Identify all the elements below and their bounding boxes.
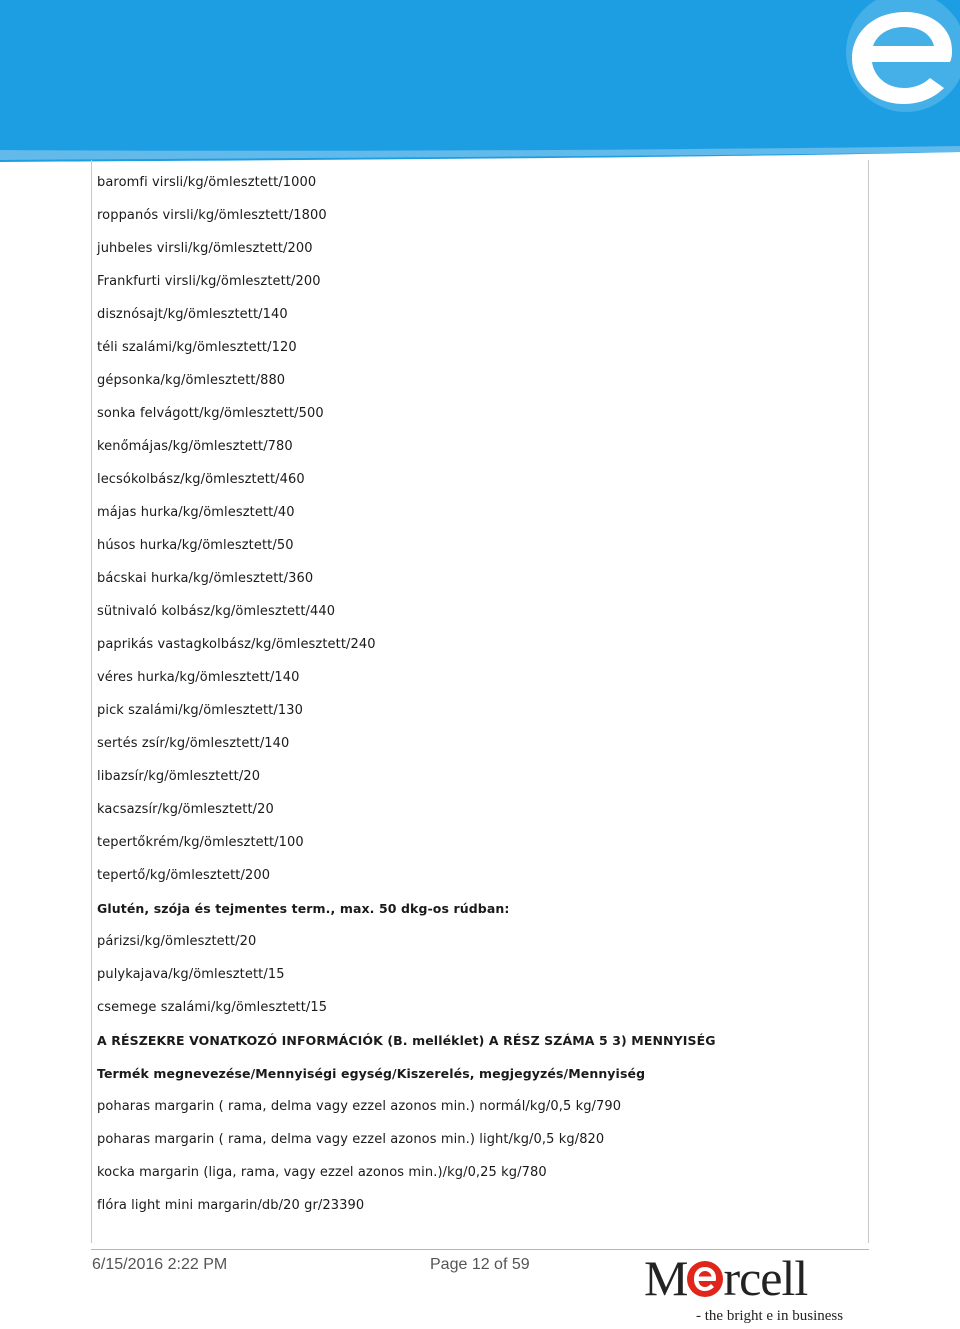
footer-date: 6/15/2016 2:22 PM [92,1256,228,1273]
page-number: Page 12 of 59 [430,1256,530,1273]
list-item: téli szalámi/kg/ömlesztett/120 [97,340,297,355]
list-item: libazsír/kg/ömlesztett/20 [97,769,261,784]
logo-tagline: - the bright e in business [696,1308,844,1324]
list-item: Frankfurti virsli/kg/ömlesztett/200 [97,274,321,289]
logo-e-icon [687,1259,723,1299]
list-item: poharas margarin ( rama, delma vagy ezzel azonos min.) normál/kg/0,5 kg/790 [97,1099,622,1114]
list-item: tepertő/kg/ömlesztett/200 [97,868,271,883]
list-item: flóra light mini margarin/db/20 gr/23390 [97,1198,365,1213]
list-item: sütnivaló kolbász/kg/ömlesztett/440 [97,604,336,619]
list-item: húsos hurka/kg/ömlesztett/50 [97,538,294,553]
column-description: Termék megnevezése/Mennyiségi egység/Kiszerelés, megjegyzés/Mennyiség [97,1066,646,1081]
list-item: kocka margarin (liga, rama, vagy ezzel azonos min.)/kg/0,25 kg/780 [97,1165,547,1180]
list-item: véres hurka/kg/ömlesztett/140 [97,670,300,685]
company-logo [644,1252,870,1312]
list-item: pick szalámi/kg/ömlesztett/130 [97,703,303,718]
list-item: pulykajava/kg/ömlesztett/15 [97,967,285,982]
list-item: lecsókolbász/kg/ömlesztett/460 [97,472,305,487]
list-item: gépsonka/kg/ömlesztett/880 [97,373,286,388]
list-item: párizsi/kg/ömlesztett/20 [97,934,257,949]
list-item: tepertőkrém/kg/ömlesztett/100 [97,835,304,850]
list-item: bácskai hurka/kg/ömlesztett/360 [97,571,314,586]
logo-wordmark [644,1252,807,1304]
list-item: poharas margarin ( rama, delma vagy ezzel azonos min.) light/kg/0,5 kg/820 [97,1132,605,1147]
list-item: roppanós virsli/kg/ömlesztett/1800 [97,208,327,223]
section-note: Glutén, szója és tejmentes term., max. 50 dkg-os rúdban: [97,901,510,916]
list-item: paprikás vastagkolbász/kg/ömlesztett/240 [97,637,376,652]
list-item: sertés zsír/kg/ömlesztett/140 [97,736,290,751]
list-item: kacsazsír/kg/ömlesztett/20 [97,802,274,817]
list-item: sonka felvágott/kg/ömlesztett/500 [97,406,324,421]
header-banner [0,0,960,162]
document-lines [97,172,716,1228]
list-item: májas hurka/kg/ömlesztett/40 [97,505,295,520]
banner-graphic [0,0,960,162]
logo-letter-m: M [644,1250,688,1306]
list-item: kenőmájas/kg/ömlesztett/780 [97,439,293,454]
logo-letters-rcell: rcell [723,1250,808,1306]
list-item: csemege szalámi/kg/ömlesztett/15 [97,1000,328,1015]
list-item: juhbeles virsli/kg/ömlesztett/200 [97,241,313,256]
list-item: baromfi virsli/kg/ömlesztett/1000 [97,175,317,190]
section-heading: A RÉSZEKRE VONATKOZÓ INFORMÁCIÓK (B. melléklet) A RÉSZ SZÁMA 5 3) MENNYISÉG [97,1033,716,1048]
list-item: disznósajt/kg/ömlesztett/140 [97,307,288,322]
